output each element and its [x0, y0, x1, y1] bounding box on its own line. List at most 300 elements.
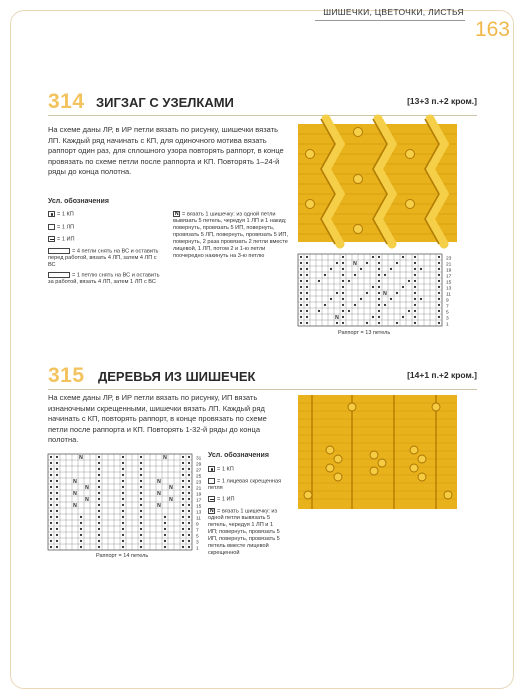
purl-mark: [438, 274, 440, 276]
pattern-314-heading: [48, 90, 477, 114]
purl-mark: [98, 516, 100, 518]
bobble-mark: N: [157, 490, 161, 497]
purl-mark: [164, 540, 166, 542]
purl-mark: [300, 274, 302, 276]
purl-mark: [414, 280, 416, 282]
purl-mark: [348, 310, 350, 312]
purl-mark: [50, 516, 52, 518]
legend-item: = 1 КП: [208, 466, 288, 473]
purl-mark: [378, 256, 380, 258]
row-number: 7: [196, 528, 199, 534]
edge-stitch-symbol: [208, 466, 215, 472]
legend-item: = 1 петлю снять на ВС и оставить за работой, вязать 4 ЛП, затем 1 ЛП с ВС: [48, 272, 160, 286]
legend-item: = 1 КП: [48, 211, 158, 218]
row-number: 21: [196, 486, 202, 492]
purl-mark: [98, 480, 100, 482]
purl-mark: [306, 316, 308, 318]
purl-mark: [366, 322, 368, 324]
purl-mark: [342, 322, 344, 324]
purl-mark: [342, 262, 344, 264]
purl-mark: [378, 292, 380, 294]
purl-mark: [300, 256, 302, 258]
purl-mark: [122, 510, 124, 512]
purl-mark: [164, 534, 166, 536]
purl-mark: [384, 274, 386, 276]
purl-mark: [140, 528, 142, 530]
purl-mark: [300, 310, 302, 312]
legend-title: Усл. обозначения: [48, 198, 109, 205]
purl-mark: [164, 528, 166, 530]
pattern-rapport: [14+1 п.+2 кром.]: [407, 370, 477, 380]
row-number: 15: [446, 280, 452, 286]
purl-mark: [182, 456, 184, 458]
purl-mark: [50, 522, 52, 524]
purl-mark: [140, 474, 142, 476]
purl-mark: [402, 316, 404, 318]
purl-mark: [98, 504, 100, 506]
purl-mark: [420, 298, 422, 300]
purl-mark: [414, 274, 416, 276]
purl-mark: [122, 504, 124, 506]
pattern-314-chart: [298, 254, 458, 330]
purl-mark: [414, 262, 416, 264]
purl-mark: [342, 304, 344, 306]
purl-mark: [122, 534, 124, 536]
purl-mark: [122, 480, 124, 482]
cable-front-symbol: [48, 248, 70, 254]
purl-mark: [56, 546, 58, 548]
purl-mark: [140, 462, 142, 464]
purl-mark: [140, 522, 142, 524]
row-number: 9: [196, 522, 199, 528]
bobble-mark: N: [163, 454, 167, 461]
purl-mark: [164, 516, 166, 518]
purl-mark: [402, 256, 404, 258]
purl-mark: [306, 274, 308, 276]
bobble-mark: N: [169, 484, 173, 491]
purl-mark: [378, 280, 380, 282]
purl-mark: [378, 322, 380, 324]
purl-mark: [188, 474, 190, 476]
purl-mark: [306, 286, 308, 288]
purl-mark: [342, 310, 344, 312]
purl-mark: [414, 286, 416, 288]
purl-mark: [122, 516, 124, 518]
row-number: 19: [446, 268, 452, 274]
purl-mark: [80, 546, 82, 548]
purl-mark: [438, 316, 440, 318]
purl-mark: [182, 534, 184, 536]
row-number: 5: [446, 310, 449, 316]
purl-mark: [300, 292, 302, 294]
purl-mark: [372, 286, 374, 288]
purl-mark: [98, 528, 100, 530]
twisted-knit-symbol: [208, 478, 215, 484]
purl-mark: [336, 322, 338, 324]
purl-mark: [438, 256, 440, 258]
heading-rule: [48, 389, 477, 390]
purl-mark: [56, 486, 58, 488]
purl-mark: [438, 286, 440, 288]
purl-mark: [80, 540, 82, 542]
purl-mark: [414, 292, 416, 294]
purl-mark: [98, 546, 100, 548]
purl-mark: [56, 492, 58, 494]
purl-mark: [378, 316, 380, 318]
pattern-rapport: [13+3 п.+2 кром.]: [407, 96, 477, 106]
purl-mark: [342, 256, 344, 258]
purl-mark: [300, 262, 302, 264]
purl-mark: [306, 322, 308, 324]
purl-mark: [50, 492, 52, 494]
pattern-number: 314: [48, 90, 85, 113]
purl-mark: [164, 522, 166, 524]
purl-mark: [342, 286, 344, 288]
purl-mark: [414, 304, 416, 306]
purl-mark: [378, 268, 380, 270]
bobble-mark: N: [335, 314, 339, 321]
purl-mark: [140, 510, 142, 512]
purl-mark: [188, 504, 190, 506]
purl-mark: [420, 268, 422, 270]
legend-item: N= вязать 1 шишечку: из одной петли вывязать 5 петель, чередуя 1 ЛП и 1 накид; повернуть, провязать 5 ИП, повернуть, провязать 5 ЛП, повернуть, провязать 5 ИП, повернуть, 2 раза провязать 2 петли вместе лицевой, 1 ЛП, потом 2 и 1-ю петли поочередно накинуть на 3-ю петлю: [173, 211, 295, 260]
purl-mark: [438, 268, 440, 270]
purl-mark: [300, 304, 302, 306]
purl-mark: [50, 468, 52, 470]
purl-mark: [188, 480, 190, 482]
purl-mark: [324, 274, 326, 276]
purl-mark: [50, 504, 52, 506]
purl-mark: [56, 522, 58, 524]
purl-mark: [122, 498, 124, 500]
purl-mark: [342, 298, 344, 300]
purl-mark: [354, 274, 356, 276]
purl-mark: [140, 486, 142, 488]
purl-mark: [300, 316, 302, 318]
purl-mark: [140, 498, 142, 500]
purl-mark: [56, 456, 58, 458]
purl-mark: [438, 262, 440, 264]
purl-mark: [122, 492, 124, 494]
purl-mark: [324, 304, 326, 306]
purl-mark: [140, 492, 142, 494]
purl-mark: [182, 474, 184, 476]
bobble-mark: N: [353, 260, 357, 267]
purl-mark: [182, 522, 184, 524]
row-number: 19: [196, 492, 202, 498]
purl-mark: [342, 316, 344, 318]
row-number: 7: [446, 304, 449, 310]
purl-mark: [378, 310, 380, 312]
row-number: 5: [196, 534, 199, 540]
row-number: 25: [196, 474, 202, 480]
purl-mark: [98, 498, 100, 500]
purl-mark: [182, 486, 184, 488]
purl-mark: [318, 280, 320, 282]
purl-mark: [56, 540, 58, 542]
bobble-mark: N: [157, 502, 161, 509]
purl-mark: [330, 268, 332, 270]
purl-mark: [50, 510, 52, 512]
purl-mark: [56, 510, 58, 512]
purl-mark: [140, 456, 142, 458]
purl-mark: [318, 310, 320, 312]
purl-mark: [182, 498, 184, 500]
row-number: 1: [446, 322, 449, 328]
purl-mark: [414, 268, 416, 270]
legend-item: = 1 ЛП: [48, 224, 158, 231]
bobble-mark: N: [85, 496, 89, 503]
row-number: 9: [446, 298, 449, 304]
purl-mark: [414, 310, 416, 312]
purl-mark: [80, 528, 82, 530]
legend-item: = 4 петли снять на ВС и оставить перед работой, вязать 4 ЛП, затем 4 ЛП с ВС: [48, 248, 159, 269]
bobble-mark: N: [73, 490, 77, 497]
purl-mark: [300, 322, 302, 324]
purl-mark: [140, 546, 142, 548]
purl-mark: [306, 292, 308, 294]
purl-mark: [366, 292, 368, 294]
purl-mark: [98, 456, 100, 458]
purl-mark: [122, 456, 124, 458]
pattern-315-description: На схеме даны ЛР, в ИР петли вязать по рисунку, ИП вязать изнаночными скрещенными, шишечки вязать ЛП. Каждый ряд начинать с КП, повторять раппорт, в конце провязать по схеме петли после раппорта и КП. Повторять 1-32-й ряды до конца полотна.: [48, 393, 267, 444]
pattern-title: ДЕРЕВЬЯ ИЗ ШИШЕЧЕК: [98, 369, 256, 384]
purl-mark: [438, 292, 440, 294]
purl-mark: [98, 534, 100, 536]
purl-mark: [300, 286, 302, 288]
row-number: 27: [196, 468, 202, 474]
purl-mark: [354, 304, 356, 306]
purl-mark: [306, 304, 308, 306]
purl-mark: [182, 540, 184, 542]
legend-item: N= вязать 1 шишечку: из одной петли вывязать 5 петель, чередуя 1 ЛП и 1 ИП; повернуть, провязать 5 ИП, повернуть, провязать 5 петель вместе лицевой скрещенной: [208, 508, 282, 557]
purl-mark: [56, 462, 58, 464]
purl-mark: [378, 304, 380, 306]
purl-mark: [402, 286, 404, 288]
purl-mark: [140, 504, 142, 506]
row-number: 31: [196, 456, 202, 462]
purl-mark: [80, 534, 82, 536]
purl-mark: [98, 462, 100, 464]
purl-mark: [98, 468, 100, 470]
bobble-symbol: [208, 508, 215, 514]
purl-mark: [98, 522, 100, 524]
purl-mark: [306, 298, 308, 300]
purl-mark: [188, 462, 190, 464]
purl-mark: [414, 316, 416, 318]
purl-mark: [408, 310, 410, 312]
row-number: 21: [446, 262, 452, 268]
purl-mark: [122, 474, 124, 476]
purl-mark: [188, 486, 190, 488]
purl-mark: [56, 534, 58, 536]
pattern-315-chart: [48, 454, 202, 552]
purl-mark: [188, 510, 190, 512]
purl-mark: [438, 304, 440, 306]
purl-mark: [408, 280, 410, 282]
purl-mark: [80, 522, 82, 524]
purl-mark: [300, 268, 302, 270]
purl-mark: [140, 480, 142, 482]
bobble-symbol: [173, 211, 180, 217]
purl-mark: [50, 486, 52, 488]
row-number: 13: [196, 510, 202, 516]
purl-mark: [438, 298, 440, 300]
purl-mark: [98, 540, 100, 542]
heading-rule: [48, 115, 477, 116]
purl-mark: [50, 528, 52, 530]
row-number: 3: [196, 540, 199, 546]
bobble-mark: N: [73, 502, 77, 509]
chart-caption: Раппорт = 14 петель: [96, 553, 149, 559]
purl-mark: [188, 456, 190, 458]
legend-item: = 1 лицевая скрещенная петля: [208, 478, 282, 492]
purl-mark: [188, 540, 190, 542]
purl-mark: [396, 292, 398, 294]
row-number: 11: [446, 292, 451, 298]
purl-mark: [306, 262, 308, 264]
edge-stitch-symbol: [48, 211, 55, 217]
pattern-315-photo: [298, 395, 457, 509]
purl-mark: [438, 280, 440, 282]
purl-mark: [336, 262, 338, 264]
bobble-mark: N: [157, 478, 161, 485]
pattern-315-heading: [48, 364, 477, 388]
purl-mark: [342, 280, 344, 282]
purl-mark: [396, 322, 398, 324]
row-number: 13: [446, 286, 452, 292]
purl-mark: [188, 468, 190, 470]
purl-mark: [378, 286, 380, 288]
purl-mark: [384, 304, 386, 306]
purl-mark: [122, 546, 124, 548]
purl-mark: [50, 456, 52, 458]
purl-mark: [306, 280, 308, 282]
purl-mark: [438, 310, 440, 312]
purl-mark: [188, 534, 190, 536]
purl-mark: [342, 292, 344, 294]
purl-mark: [182, 492, 184, 494]
pattern-314-photo: [298, 124, 457, 242]
purl-mark: [182, 480, 184, 482]
row-number: 15: [196, 504, 202, 510]
purl-mark: [50, 534, 52, 536]
purl-mark: [80, 516, 82, 518]
purl-mark: [50, 480, 52, 482]
purl-mark: [98, 510, 100, 512]
purl-mark: [390, 268, 392, 270]
purl-mark: [188, 498, 190, 500]
purl-mark: [438, 322, 440, 324]
bobble-mark: N: [85, 484, 89, 491]
purl-mark: [50, 546, 52, 548]
purl-mark: [300, 298, 302, 300]
purl-mark: [342, 268, 344, 270]
purl-mark: [56, 480, 58, 482]
purl-mark: [378, 274, 380, 276]
purl-mark: [164, 546, 166, 548]
purl-mark: [378, 298, 380, 300]
purl-mark: [140, 468, 142, 470]
purl-mark: [182, 504, 184, 506]
purl-mark: [122, 468, 124, 470]
row-number: 17: [446, 274, 452, 280]
purl-mark: [122, 462, 124, 464]
purl-mark: [360, 298, 362, 300]
legend-item: = 1 ИП: [208, 496, 288, 503]
purl-mark: [330, 298, 332, 300]
purl-mark: [56, 474, 58, 476]
chart-grid: [48, 454, 192, 550]
row-number: 11: [196, 516, 201, 522]
row-number: 17: [196, 498, 202, 504]
purl-mark: [140, 516, 142, 518]
purl-mark: [56, 468, 58, 470]
section-title: ШИШЕЧКИ, ЦВЕТОЧКИ, ЛИСТЬЯ: [323, 7, 464, 17]
purl-mark: [366, 262, 368, 264]
bobble-mark: N: [73, 478, 77, 485]
purl-mark: [342, 274, 344, 276]
purl-mark: [306, 310, 308, 312]
purl-mark: [182, 468, 184, 470]
purl-mark: [56, 498, 58, 500]
purl-mark: [188, 522, 190, 524]
purl-mark: [98, 486, 100, 488]
purl-mark: [378, 262, 380, 264]
row-number: 29: [196, 462, 202, 468]
purl-mark: [56, 504, 58, 506]
purl-mark: [414, 322, 416, 324]
legend-title: Усл. обозначения: [208, 452, 269, 459]
purl-mark: [182, 546, 184, 548]
row-number: 1: [196, 546, 199, 552]
purl-mark: [188, 546, 190, 548]
purl-mark: [122, 528, 124, 530]
header-rule: [315, 20, 465, 21]
purl-stitch-symbol: [208, 496, 215, 502]
row-number: 23: [196, 480, 202, 486]
purl-mark: [56, 516, 58, 518]
knit-stitch-symbol: [48, 224, 55, 230]
purl-mark: [98, 492, 100, 494]
purl-mark: [188, 492, 190, 494]
purl-mark: [396, 262, 398, 264]
row-number: 23: [446, 256, 452, 262]
purl-mark: [348, 280, 350, 282]
chart-caption: Раппорт = 13 петель: [338, 330, 391, 336]
purl-mark: [182, 510, 184, 512]
pattern-title: ЗИГЗАГ С УЗЕЛКАМИ: [96, 95, 234, 110]
purl-mark: [188, 516, 190, 518]
bobble-mark: N: [383, 290, 387, 297]
purl-mark: [182, 528, 184, 530]
purl-mark: [50, 474, 52, 476]
purl-mark: [140, 534, 142, 536]
chart-grid: [298, 254, 442, 326]
purl-mark: [372, 256, 374, 258]
purl-stitch-symbol: [48, 236, 55, 242]
purl-mark: [56, 528, 58, 530]
purl-mark: [122, 540, 124, 542]
purl-mark: [50, 540, 52, 542]
pattern-number: 315: [48, 364, 85, 387]
purl-mark: [306, 268, 308, 270]
purl-mark: [182, 462, 184, 464]
bobble-mark: N: [169, 496, 173, 503]
pattern-314-description: На схеме даны ЛР, в ИР петли вязать по рисунку, шишечки вязать ЛП. Каждый ряд начинать с КП, для одиночного мотива вязать раппорт один раз, для сплошного узора повторять раппорт, в конце провязать по схеме петли после раппорта и КП. Повторять 1–24-й ряды до конца полотна.: [48, 125, 284, 176]
legend-item: = 1 ИП: [48, 236, 158, 243]
row-number: 3: [446, 316, 449, 322]
